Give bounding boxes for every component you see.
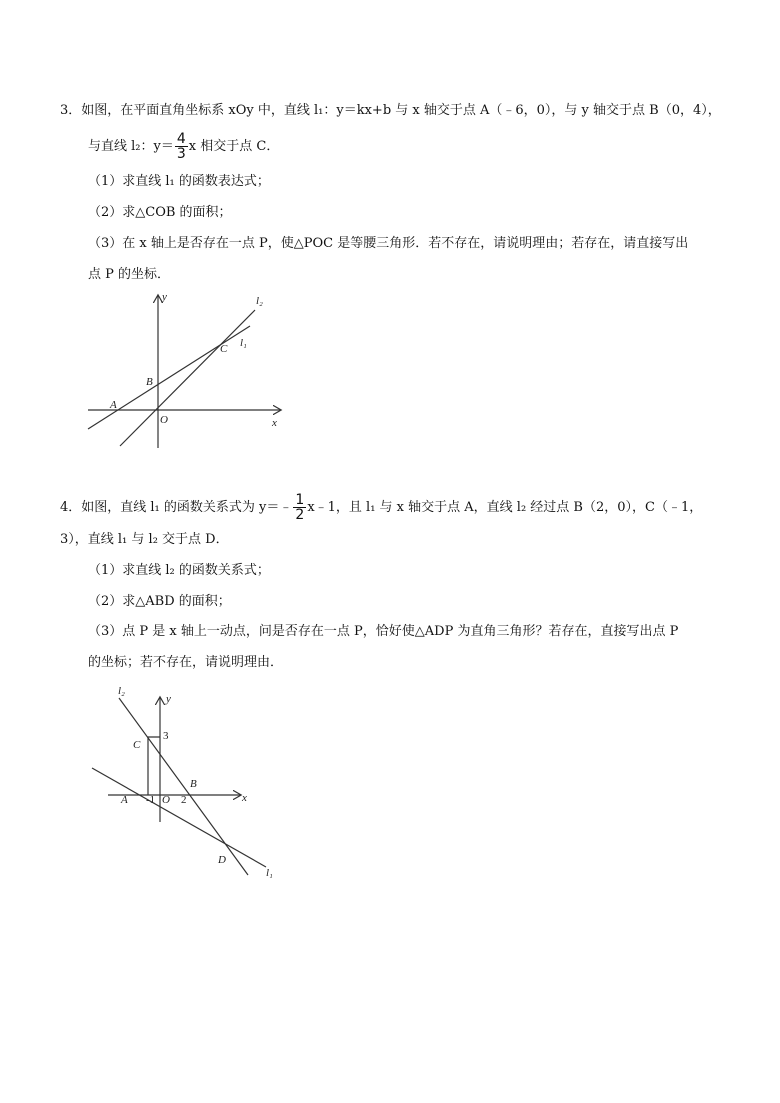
q4-label-B: B bbox=[190, 778, 197, 790]
q3-label-B: B bbox=[146, 376, 153, 388]
q3-line2 bbox=[88, 132, 279, 161]
q3-line1: 3．如图，在平面直角坐标系 xOy 中，直线 l₁：y＝kx+b 与 x 轴交于点 A（﹣6，0），与 y 轴交于点 B（0，4）， bbox=[60, 103, 721, 118]
q3-figure bbox=[80, 286, 300, 456]
q4-label-A: A bbox=[121, 794, 128, 806]
q4-sub3a: （3）点 P 是 x 轴上一动点，问是否存在一点 P，恰好使△ADP 为直角三角形？若存在，直接写出点 P bbox=[88, 624, 679, 639]
q3-sub1: （1）求直线 l₁ 的函数表达式； bbox=[88, 174, 270, 189]
q3-label-l2: l₂ bbox=[256, 295, 263, 307]
q3-frac-den: 3 bbox=[176, 146, 186, 162]
q3-label-O: O bbox=[160, 414, 168, 426]
q4-label-D: D bbox=[218, 854, 226, 866]
q4-fraction bbox=[293, 493, 306, 522]
q4-label-neg1: -1 bbox=[146, 794, 156, 806]
q4-sub2: （2）求△ABD 的面积； bbox=[88, 594, 231, 609]
q4-label-C: C bbox=[133, 739, 141, 751]
q4-frac-num: 1 bbox=[295, 492, 305, 508]
q4-figure bbox=[88, 680, 288, 880]
q4-label-y: y bbox=[166, 693, 171, 705]
q4-label-O: O bbox=[162, 794, 170, 806]
q3-frac-num: 4 bbox=[176, 131, 186, 147]
q4-label-2: 2 bbox=[181, 794, 187, 806]
q3-sub3b: 点 P 的坐标． bbox=[88, 267, 171, 282]
q4-line1 bbox=[60, 493, 702, 522]
q4-line2: 3），直线 l₁ 与 l₂ 交于点 D． bbox=[60, 532, 229, 547]
q3-line2-post: x 相交于点 C． bbox=[188, 139, 280, 154]
q4-frac-den: 2 bbox=[295, 507, 305, 523]
q4-line1-pre: 4．如图，直线 l₁ 的函数关系式为 y＝﹣ bbox=[60, 500, 293, 515]
q4-label-x: x bbox=[242, 792, 247, 804]
q3-line-l2 bbox=[120, 310, 255, 446]
q3-label-y: y bbox=[162, 291, 167, 303]
q4-line-l2 bbox=[119, 698, 248, 875]
q4-line1-post: x﹣1，且 l₁ 与 x 轴交于点 A，直线 l₂ 经过点 B（2，0），C（﹣1， bbox=[307, 500, 703, 515]
q3-fraction bbox=[175, 132, 188, 161]
q3-label-A: A bbox=[110, 399, 117, 411]
q3-label-l1: l₁ bbox=[240, 337, 247, 349]
q4-label-3: 3 bbox=[163, 730, 169, 742]
q4-sub1: （1）求直线 l₂ 的函数关系式； bbox=[88, 563, 270, 578]
q3-sub3a: （3）在 x 轴上是否存在一点 P，使△POC 是等腰三角形．若不存在，请说明理由；若存在，请直接写出 bbox=[88, 236, 689, 251]
q4-sub3b: 的坐标；若不存在，请说明理由． bbox=[88, 655, 284, 670]
q3-line2-pre: 与直线 l₂：y＝ bbox=[88, 139, 174, 154]
q3-label-C: C bbox=[220, 343, 228, 355]
q3-line-l1 bbox=[88, 326, 250, 429]
q3-label-x: x bbox=[272, 417, 277, 429]
q4-label-l2: l₂ bbox=[118, 685, 125, 697]
q4-line-l1 bbox=[92, 768, 266, 867]
q3-sub2: （2）求△COB 的面积； bbox=[88, 205, 232, 220]
q4-label-l1: l₁ bbox=[266, 867, 273, 879]
